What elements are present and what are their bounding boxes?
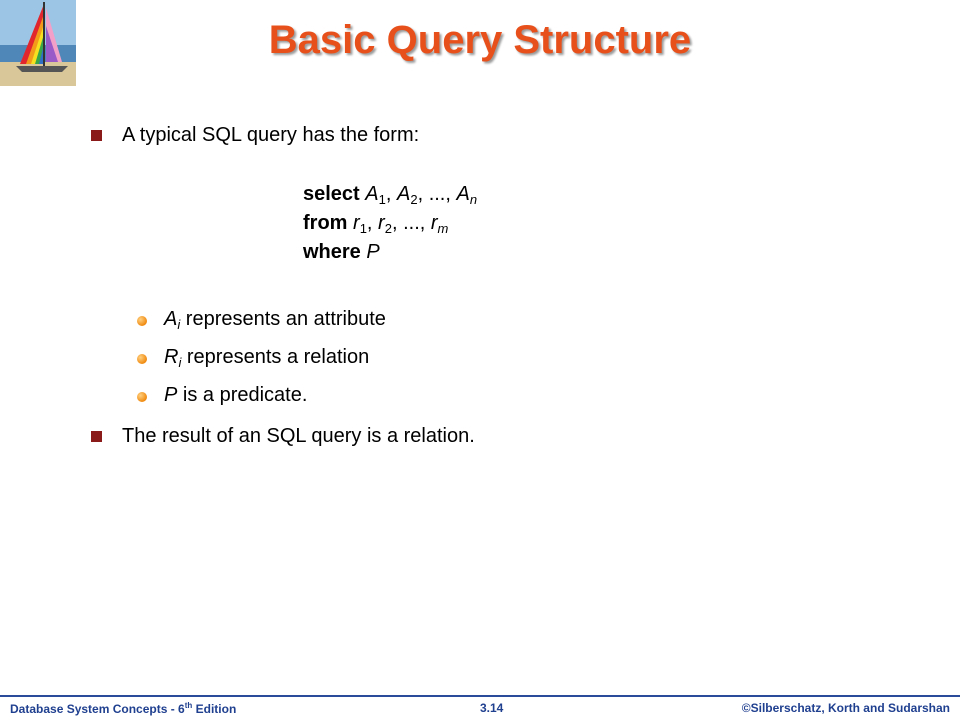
- footer-book-title: [10, 701, 236, 716]
- text: represents a relation: [181, 346, 370, 368]
- var: A: [365, 183, 379, 205]
- footer-divider: [0, 695, 960, 697]
- sql-select-line: [303, 183, 477, 207]
- subscript: m: [437, 221, 449, 236]
- ellipsis: ...: [403, 212, 420, 234]
- subscript: 2: [384, 221, 392, 236]
- sep: ,: [391, 212, 404, 234]
- sql-from-line: [303, 212, 448, 236]
- var: R: [164, 346, 179, 368]
- round-bullet-icon: [137, 392, 147, 402]
- keyword-where: where: [303, 241, 361, 263]
- var: A: [164, 308, 178, 330]
- keyword-select: select: [303, 183, 360, 205]
- subscript: i: [177, 317, 181, 332]
- var: r: [378, 212, 385, 234]
- sub-bullet-text: [164, 308, 386, 332]
- footer-text: Edition: [192, 702, 237, 716]
- text: represents an attribute: [180, 308, 386, 330]
- slide-title: Basic Query Structure: [268, 18, 692, 62]
- var: P: [366, 241, 380, 263]
- sep: ,: [445, 183, 457, 205]
- bullet-text: The result of an SQL query is a relation.: [122, 425, 475, 447]
- square-bullet-icon: [91, 431, 102, 442]
- subscript: i: [178, 355, 182, 370]
- var: A: [456, 183, 470, 205]
- footer-sup: th: [184, 701, 193, 710]
- keyword-from: from: [303, 212, 348, 234]
- var: A: [396, 183, 411, 205]
- sub-bullet-text: [164, 384, 307, 407]
- sep: ,: [419, 212, 431, 234]
- subscript: 1: [378, 192, 386, 207]
- subscript: 1: [359, 221, 367, 236]
- var: r: [430, 212, 438, 234]
- round-bullet-icon: [137, 316, 147, 326]
- subscript: n: [469, 192, 478, 207]
- footer-page-number: 3.14: [480, 701, 504, 715]
- sql-where-line: [303, 241, 380, 264]
- var: r: [353, 212, 360, 234]
- var: P: [164, 384, 178, 406]
- ellipsis: ...: [428, 183, 446, 205]
- sep: ,: [417, 183, 429, 205]
- footer-text: Database System Concepts - 6: [10, 702, 185, 716]
- sep: ,: [385, 183, 397, 205]
- footer-copyright: ©Silberschatz, Korth and Sudarshan: [741, 701, 950, 715]
- subscript: 2: [410, 192, 418, 207]
- square-bullet-icon: [91, 130, 102, 141]
- bullet-text: A typical SQL query has the form:: [122, 124, 420, 146]
- round-bullet-icon: [137, 354, 147, 364]
- sep: ,: [366, 212, 379, 234]
- text: is a predicate.: [177, 384, 308, 406]
- sub-bullet-text: [164, 346, 369, 370]
